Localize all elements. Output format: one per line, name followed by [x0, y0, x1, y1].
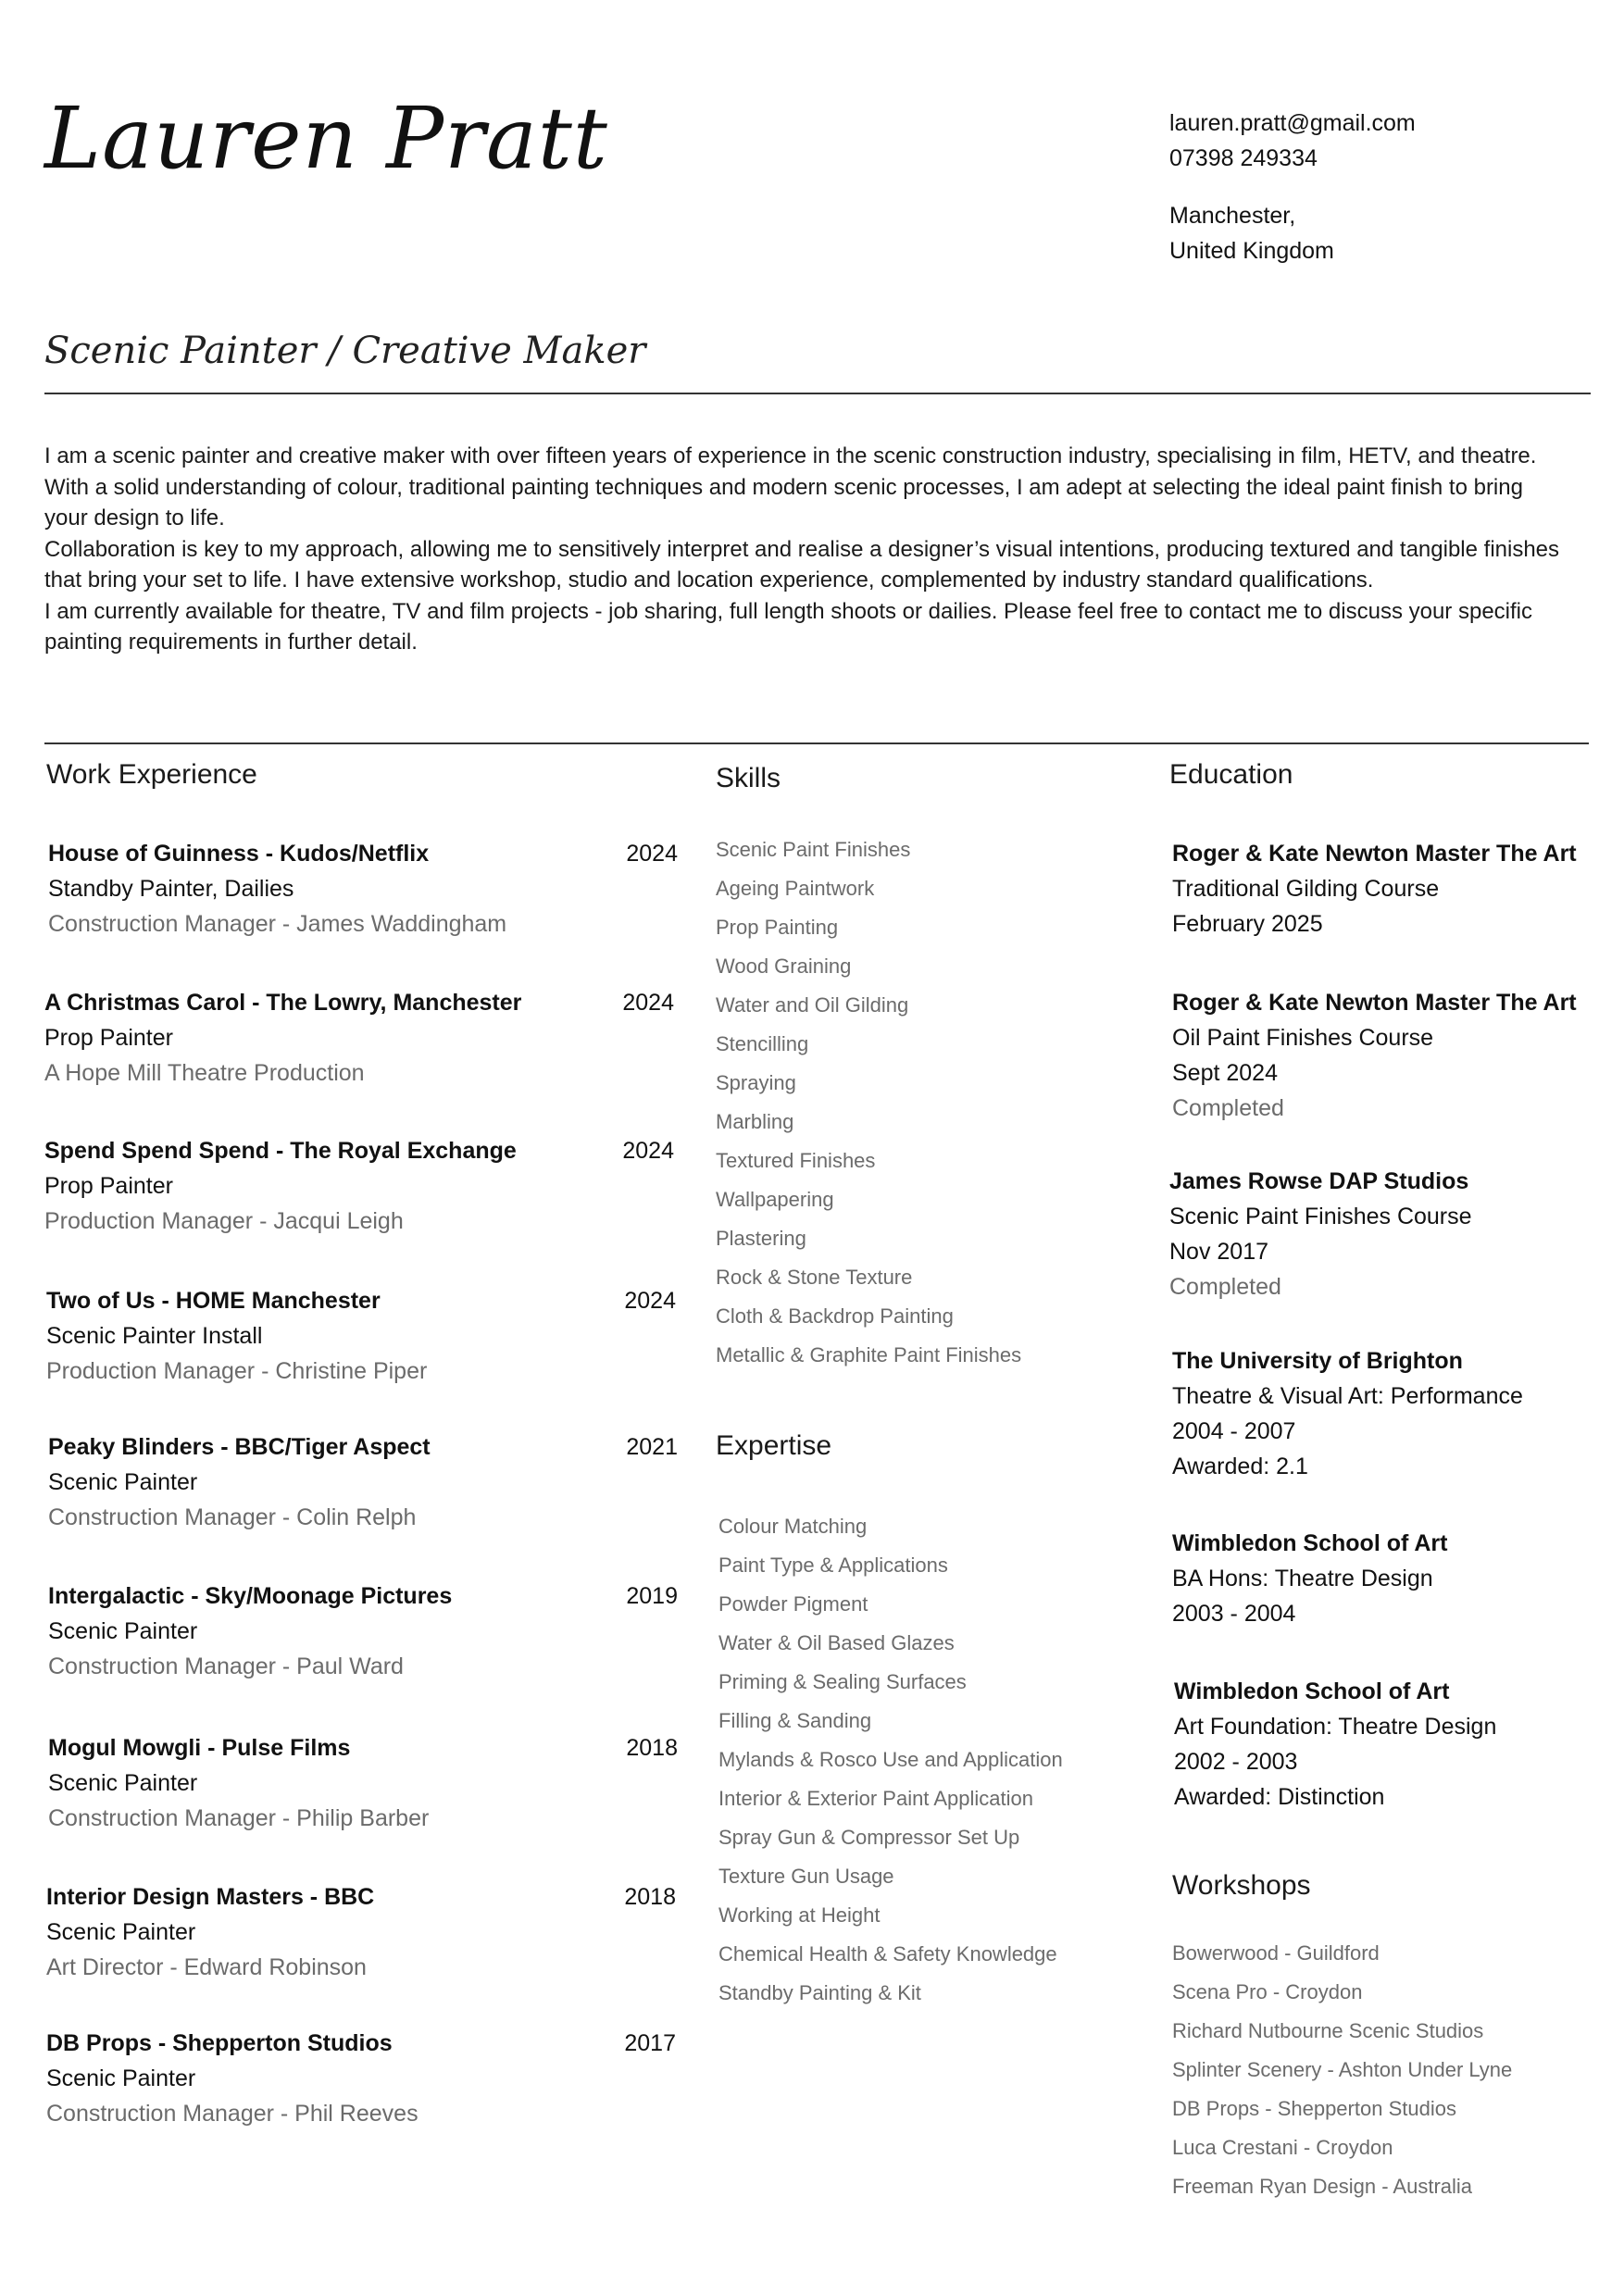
bio-section — [44, 441, 1572, 658]
work-heading: Work Experience — [46, 759, 257, 790]
workshop-item: Scena Pro - Croydon — [1172, 1980, 1363, 2003]
bio-paragraph: Collaboration is key to my approach, allowing me to sensitively interpret and realise a designer’s visual intentions, producing textured and tangible finishes that bring your set to life. I have extensive workshop, studio and location experience, complemented by industry standard qualifications. — [44, 536, 1560, 593]
education-date: Nov 2017 — [1169, 1239, 1269, 1265]
job-role: Scenic Painter — [46, 1919, 196, 1945]
job-manager: Construction Manager - Phil Reeves — [46, 2101, 418, 2127]
job-year: 2024 — [626, 841, 678, 867]
job-title: Intergalactic - Sky/Moonage Pictures — [48, 1583, 453, 1609]
skill-item: Textured Finishes — [716, 1149, 876, 1172]
education-date: Sept 2024 — [1172, 1060, 1278, 1086]
job-role: Scenic Painter — [48, 1469, 198, 1495]
workshops-heading: Workshops — [1172, 1870, 1311, 1901]
job-entry — [46, 1879, 676, 1985]
education-course: Scenic Paint Finishes Course — [1169, 1204, 1472, 1229]
job-title: Interior Design Masters - BBC — [46, 1884, 375, 1910]
role-title: Scenic Painter / Creative Maker — [44, 330, 646, 372]
skill-item: Spraying — [716, 1071, 796, 1094]
job-manager: Art Director - Edward Robinson — [46, 1954, 367, 1980]
education-institution: James Rowse DAP Studios — [1169, 1168, 1469, 1194]
education-status: Awarded: Distinction — [1174, 1784, 1385, 1810]
job-year: 2024 — [622, 990, 674, 1016]
job-title: Mogul Mowgli - Pulse Films — [48, 1735, 351, 1761]
expertise-item: Mylands & Rosco Use and Application — [718, 1748, 1063, 1771]
job-entry — [48, 1429, 678, 1535]
job-manager: Construction Manager - James Waddingham — [48, 911, 507, 937]
expertise-item: Water & Oil Based Glazes — [718, 1631, 955, 1654]
job-manager: Construction Manager - Colin Relph — [48, 1504, 417, 1530]
job-role: Prop Painter — [44, 1025, 173, 1051]
job-entry — [44, 985, 674, 1091]
education-entry — [1172, 836, 1607, 942]
education-heading: Education — [1169, 759, 1293, 790]
job-entry — [46, 1283, 676, 1389]
skill-item: Ageing Paintwork — [716, 877, 875, 900]
education-date: February 2025 — [1172, 911, 1323, 937]
education-course: Oil Paint Finishes Course — [1172, 1025, 1434, 1051]
workshop-item: Richard Nutbourne Scenic Studios — [1172, 2019, 1484, 2042]
expertise-item: Chemical Health & Safety Knowledge — [718, 1942, 1057, 1965]
skill-item: Water and Oil Gilding — [716, 993, 909, 1017]
bio-paragraph: I am a scenic painter and creative maker with over fifteen years of experience in the scenic construction industry, specialising in film, HETV, and theatre. With a solid understanding of colour, traditional painting techniques and modern scenic processes, I am adept at selecting the ideal paint finish to bring your design to life. — [44, 443, 1537, 530]
expertise-item: Standby Painting & Kit — [718, 1981, 921, 2004]
education-date: 2003 - 2004 — [1172, 1601, 1296, 1627]
expertise-item: Priming & Sealing Surfaces — [718, 1670, 967, 1693]
job-title: A Christmas Carol - The Lowry, Manchester — [44, 990, 522, 1016]
job-year: 2018 — [624, 1884, 676, 1910]
education-entry — [1174, 1674, 1609, 1815]
skills-list — [716, 830, 1021, 1375]
expertise-heading: Expertise — [716, 1430, 832, 1461]
job-manager: Production Manager - Christine Piper — [46, 1358, 428, 1384]
expertise-item: Texture Gun Usage — [718, 1865, 894, 1888]
job-title: Two of Us - HOME Manchester — [46, 1288, 381, 1314]
education-course: Theatre & Visual Art: Performance — [1172, 1383, 1523, 1409]
skill-item: Prop Painting — [716, 916, 839, 939]
job-manager: Construction Manager - Philip Barber — [48, 1805, 430, 1831]
education-institution: Wimbledon School of Art — [1172, 1530, 1448, 1556]
job-role: Scenic Painter Install — [46, 1323, 263, 1349]
job-entry — [48, 1730, 678, 1836]
expertise-item: Paint Type & Applications — [718, 1554, 948, 1577]
workshops-list — [1172, 1934, 1512, 2206]
email-link[interactable]: lauren.pratt@gmail.com — [1169, 110, 1416, 136]
job-manager: Production Manager - Jacqui Leigh — [44, 1208, 404, 1234]
expertise-item: Interior & Exterior Paint Application — [718, 1787, 1033, 1810]
contact-block — [1169, 106, 1416, 268]
job-entry — [48, 1578, 678, 1684]
expertise-item: Powder Pigment — [718, 1592, 868, 1616]
expertise-item: Colour Matching — [718, 1515, 868, 1538]
skill-item: Wood Graining — [716, 955, 852, 978]
education-date: 2004 - 2007 — [1172, 1418, 1296, 1444]
job-entry — [46, 2026, 676, 2131]
job-manager: A Hope Mill Theatre Production — [44, 1060, 365, 1086]
job-title: Spend Spend Spend - The Royal Exchange — [44, 1138, 517, 1164]
education-status: Completed — [1169, 1274, 1281, 1300]
workshop-item: Luca Crestani - Croydon — [1172, 2136, 1393, 2159]
job-entry — [44, 1133, 674, 1239]
education-entry — [1172, 1343, 1607, 1484]
job-entry — [48, 836, 678, 942]
job-title: DB Props - Shepperton Studios — [46, 2030, 393, 2056]
workshop-item: DB Props - Shepperton Studios — [1172, 2097, 1456, 2120]
expertise-item: Working at Height — [718, 1903, 881, 1927]
job-role: Scenic Painter — [46, 2065, 196, 2091]
workshop-item: Bowerwood - Guildford — [1172, 1941, 1380, 1965]
job-year: 2019 — [626, 1583, 678, 1609]
job-role: Standby Painter, Dailies — [48, 876, 294, 902]
education-institution: Roger & Kate Newton Master The Art — [1172, 841, 1577, 867]
job-year: 2017 — [624, 2030, 676, 2056]
bio-divider — [44, 742, 1589, 744]
education-status: Awarded: 2.1 — [1172, 1454, 1308, 1479]
location-city: Manchester, — [1169, 203, 1296, 229]
education-course: BA Hons: Theatre Design — [1172, 1566, 1433, 1591]
phone-number: 07398 249334 — [1169, 145, 1318, 171]
education-entry — [1172, 1526, 1607, 1631]
job-year: 2021 — [626, 1434, 678, 1460]
job-year: 2024 — [622, 1138, 674, 1164]
education-entry — [1172, 985, 1607, 1126]
expertise-list — [718, 1507, 1063, 2013]
job-role: Prop Painter — [44, 1173, 173, 1199]
job-year: 2024 — [624, 1288, 676, 1314]
skill-item: Cloth & Backdrop Painting — [716, 1304, 954, 1328]
skill-item: Metallic & Graphite Paint Finishes — [716, 1343, 1022, 1366]
education-entry — [1169, 1164, 1605, 1304]
job-role: Scenic Painter — [48, 1618, 198, 1644]
skill-item: Marbling — [716, 1110, 794, 1133]
expertise-item: Filling & Sanding — [718, 1709, 872, 1732]
header-divider — [44, 393, 1591, 394]
skill-item: Stencilling — [716, 1032, 809, 1055]
education-institution: Wimbledon School of Art — [1174, 1678, 1450, 1704]
job-year: 2018 — [626, 1735, 678, 1761]
skill-item: Scenic Paint Finishes — [716, 838, 911, 861]
skill-item: Wallpapering — [716, 1188, 834, 1211]
skills-heading: Skills — [716, 763, 781, 793]
workshop-item: Splinter Scenery - Ashton Under Lyne — [1172, 2058, 1513, 2081]
bio-paragraph: I am currently available for theatre, TV and film projects - job sharing, full length shoots or dailies. Please feel free to contact me to discuss your specific painting requirements in further detail. — [44, 598, 1532, 655]
education-institution: Roger & Kate Newton Master The Art — [1172, 990, 1577, 1016]
job-manager: Construction Manager - Paul Ward — [48, 1653, 404, 1679]
expertise-item: Spray Gun & Compressor Set Up — [718, 1826, 1020, 1849]
location-country: United Kingdom — [1169, 238, 1334, 264]
education-course: Traditional Gilding Course — [1172, 876, 1440, 902]
skill-item: Plastering — [716, 1227, 806, 1250]
education-institution: The University of Brighton — [1172, 1348, 1463, 1374]
job-title: House of Guinness - Kudos/Netflix — [48, 841, 430, 867]
job-title: Peaky Blinders - BBC/Tiger Aspect — [48, 1434, 431, 1460]
workshop-item: Freeman Ryan Design - Australia — [1172, 2175, 1473, 2198]
education-course: Art Foundation: Theatre Design — [1174, 1714, 1497, 1740]
job-role: Scenic Painter — [48, 1770, 198, 1796]
education-status: Completed — [1172, 1095, 1284, 1121]
skill-item: Rock & Stone Texture — [716, 1266, 913, 1289]
name-signature: Lauren Pratt — [44, 89, 608, 188]
education-date: 2002 - 2003 — [1174, 1749, 1298, 1775]
